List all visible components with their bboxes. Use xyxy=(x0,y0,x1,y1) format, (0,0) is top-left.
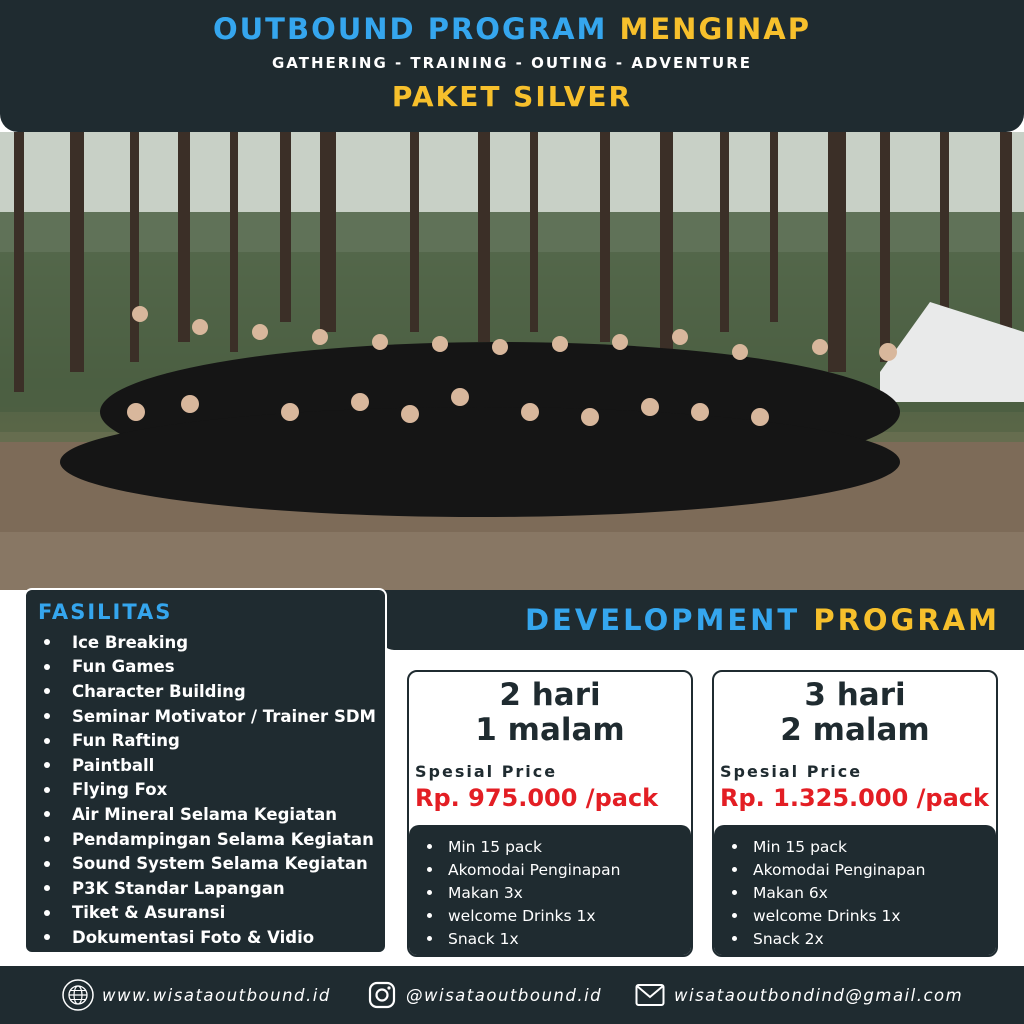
list-item-label: welcome Drinks 1x xyxy=(753,906,901,925)
list-item xyxy=(40,851,376,876)
bullet-icon xyxy=(44,713,50,719)
bullet-icon xyxy=(44,738,50,744)
bullet-icon xyxy=(44,934,50,940)
instagram-icon xyxy=(366,979,398,1011)
mail-icon xyxy=(634,979,666,1011)
list-item xyxy=(728,881,925,904)
bullet-icon xyxy=(44,885,50,891)
list-item-label: Akomodai Penginapan xyxy=(753,860,926,879)
list-item-label: Makan 6x xyxy=(753,883,828,902)
package-price: Rp. 1.325.000 /pack xyxy=(720,784,989,812)
bullet-icon xyxy=(44,639,50,645)
bullet-icon xyxy=(44,861,50,867)
bullet-icon xyxy=(44,910,50,916)
list-item-label: Sound System Selama Kegiatan xyxy=(72,854,368,874)
page-title xyxy=(0,12,1024,46)
fasilitas-panel xyxy=(24,588,387,954)
list-item-label: Snack 1x xyxy=(448,929,519,948)
spesial-price-label: Spesial Price xyxy=(720,762,863,781)
list-item-label: Ice Breaking xyxy=(72,632,189,652)
package-details xyxy=(409,825,691,955)
group-photo xyxy=(0,132,1024,590)
email-link[interactable] xyxy=(634,979,963,1011)
development-program-title xyxy=(525,603,1000,637)
list-item xyxy=(423,904,620,927)
list-item-label: Akomodai Penginapan xyxy=(448,860,621,879)
bullet-icon xyxy=(427,844,432,849)
list-item xyxy=(40,802,376,827)
list-item-label: Character Building xyxy=(72,681,246,701)
list-item-label: Min 15 pack xyxy=(753,837,847,856)
bullet-icon xyxy=(44,762,50,768)
forest-scene-graphic xyxy=(0,132,1024,590)
fasilitas-title: FASILITAS xyxy=(38,600,173,624)
list-item-label: Seminar Motivator / Trainer SDM xyxy=(72,706,376,726)
list-item xyxy=(423,927,620,950)
bullet-icon xyxy=(732,913,737,918)
list-item-label: Fun Rafting xyxy=(72,731,180,751)
bullet-icon xyxy=(427,867,432,872)
package-items xyxy=(728,835,925,950)
list-item xyxy=(40,778,376,803)
package-items xyxy=(423,835,620,950)
list-item-label: Makan 3x xyxy=(448,883,523,902)
subtitle: GATHERING - TRAINING - OUTING - ADVENTURE xyxy=(271,54,753,72)
title-part1: OUTBOUND PROGRAM xyxy=(212,12,608,46)
list-item xyxy=(40,925,376,950)
title-part2: MENGINAP xyxy=(619,12,812,46)
list-item xyxy=(40,655,376,680)
paket-name: PAKET SILVER xyxy=(391,80,633,113)
development-word: DEVELOPMENT xyxy=(524,603,801,637)
list-item xyxy=(40,704,376,729)
list-item xyxy=(40,901,376,926)
development-program-bar xyxy=(380,590,1024,650)
list-item xyxy=(423,881,620,904)
list-item-label: Min 15 pack xyxy=(448,837,542,856)
bullet-icon xyxy=(732,890,737,895)
list-item-label: P3K Standar Lapangan xyxy=(72,878,285,898)
list-item xyxy=(40,630,376,655)
package-card-3hari xyxy=(712,670,998,957)
spesial-price-label: Spesial Price xyxy=(415,762,558,781)
bullet-icon xyxy=(427,913,432,918)
bullet-icon xyxy=(44,811,50,817)
instagram-text: @wisataoutbound.id xyxy=(406,985,603,1005)
fasilitas-list xyxy=(40,630,376,950)
duration-nights: 1 malam xyxy=(475,712,625,748)
list-item-label: Snack 2x xyxy=(753,929,824,948)
header-banner xyxy=(0,0,1024,132)
list-item xyxy=(728,858,925,881)
duration-days: 3 hari xyxy=(804,677,906,713)
website-link[interactable] xyxy=(62,979,331,1011)
list-item-label: Tiket & Asuransi xyxy=(72,903,226,923)
bullet-icon xyxy=(44,688,50,694)
package-duration xyxy=(409,678,691,748)
list-item-label: Dokumentasi Foto & Vidio xyxy=(72,927,315,947)
list-item xyxy=(423,835,620,858)
bullet-icon xyxy=(427,936,432,941)
bullet-icon xyxy=(732,867,737,872)
list-item xyxy=(40,876,376,901)
duration-nights: 2 malam xyxy=(780,712,930,748)
list-item-label: Air Mineral Selama Kegiatan xyxy=(72,804,337,824)
list-item xyxy=(423,858,620,881)
globe-icon xyxy=(62,979,94,1011)
list-item xyxy=(40,827,376,852)
list-item-label: Pendampingan Selama Kegiatan xyxy=(72,829,374,849)
bullet-icon xyxy=(732,844,737,849)
bullet-icon xyxy=(44,787,50,793)
list-item xyxy=(728,904,925,927)
package-price: Rp. 975.000 /pack xyxy=(415,784,659,812)
bullet-icon xyxy=(732,936,737,941)
list-item xyxy=(728,927,925,950)
package-details xyxy=(714,825,996,955)
program-word: PROGRAM xyxy=(813,603,1000,637)
bullet-icon xyxy=(44,836,50,842)
package-duration xyxy=(714,678,996,748)
package-card-2hari xyxy=(407,670,693,957)
bullet-icon xyxy=(44,664,50,670)
list-item xyxy=(40,753,376,778)
list-item xyxy=(40,728,376,753)
email-text: wisataoutbondind@gmail.com xyxy=(674,985,964,1005)
list-item xyxy=(40,679,376,704)
list-item-label: Fun Games xyxy=(72,657,175,677)
footer-contact-bar xyxy=(0,966,1024,1024)
list-item-label: Paintball xyxy=(72,755,155,775)
instagram-link[interactable] xyxy=(366,979,602,1011)
website-text: www.wisataoutbound.id xyxy=(102,985,331,1005)
list-item-label: welcome Drinks 1x xyxy=(448,906,596,925)
list-item xyxy=(728,835,925,858)
bullet-icon xyxy=(427,890,432,895)
duration-days: 2 hari xyxy=(499,677,601,713)
list-item-label: Flying Fox xyxy=(72,780,168,800)
